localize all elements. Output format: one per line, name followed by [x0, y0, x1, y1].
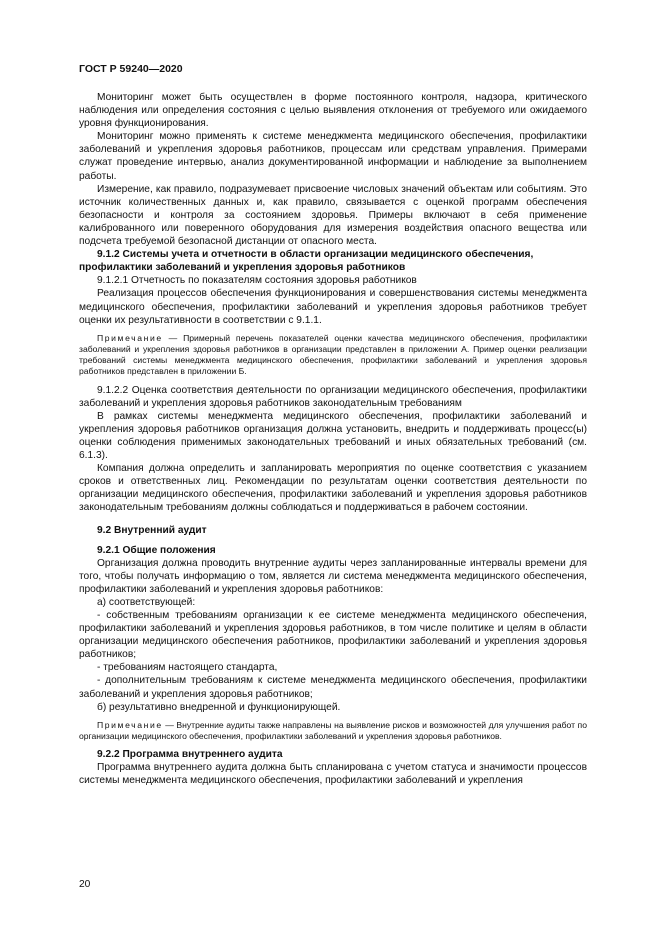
body-paragraph: - требованиям настоящего стандарта,	[97, 662, 278, 674]
body-paragraph: а) соответствующей:	[97, 596, 196, 608]
section-heading: 9.2.1 Общие положения	[97, 544, 216, 556]
body-paragraph: 9.1.2.2 Оценка соответствия деятельности по организации медицинского обеспечения, профилактики заболеваний и укрепления здоровья работников законодательным требованиям	[79, 384, 587, 409]
page-number: 20	[79, 879, 91, 890]
note-paragraph	[79, 720, 587, 742]
body-paragraph: Компания должна определить и запланировать мероприятия по оценке соответствия с указанием сроков и ответственных лиц. Рекомендации по результатам оценки соответствия деятельности по организации медицинского обеспечения, профилактики заболеваний и укрепления здоровья работников законодательным требованиям должны соблюдаться и поддерживаться в рабочем состоянии.	[79, 463, 587, 514]
note-text: — Примерный перечень показателей оценки качества медицинского обеспечения, профилактики заболеваний и укрепления здоровья работников в организации представлен в приложении А. Пример оценки реализации требований системы менеджмента медицинского обеспечения, профилактики заболеваний и укрепления здоровья работников представлен в приложении Б.	[79, 332, 587, 377]
body-paragraph: Организация должна проводить внутренние аудиты через запланированные интервалы времени для того, чтобы получать информацию о том, является ли система менеджмента медицинского обеспечения, профилактики заболеваний и укрепления здоровья работников:	[79, 557, 587, 595]
note-paragraph	[79, 333, 587, 378]
body-paragraph: Программа внутреннего аудита должна быть спланирована с учетом статуса и значимости процессов системы менеджмента медицинского обеспечения, профилактики заболеваний и укрепления	[79, 762, 587, 787]
section-heading: 9.1.2 Системы учета и отчетности в области организации медицинского обеспечения, профилактики заболеваний и укрепления здоровья работников	[79, 249, 534, 274]
spacer	[79, 514, 587, 524]
note-text: — Внутренние аудиты также направлены на выявление рисков и возможностей для улучшения работ по организации медицинского обеспечения, профилактики заболеваний и укрепления здоровья работников.	[79, 719, 587, 741]
body-paragraph: 9.1.2.1 Отчетность по показателям состояния здоровья работников	[97, 275, 417, 287]
body-paragraph: Реализация процессов обеспечения функционирования и совершенствования системы менеджмента медицинского обеспечения, профилактики заболеваний и укрепления здоровья работников требует оценки их результативности в соответствии с 9.1.1.	[79, 288, 587, 326]
body-paragraph: б) результативно внедренной и функционирующей.	[97, 701, 341, 713]
document-body	[79, 91, 587, 787]
note-label: Примечание	[97, 332, 163, 343]
body-paragraph: - дополнительным требованиям к системе менеджмента медицинского обеспечения, профилактики заболеваний и укрепления здоровья работников;	[79, 675, 587, 700]
section-heading: 9.2 Внутренний аудит	[97, 525, 207, 537]
body-paragraph: Мониторинг может быть осуществлен в форме постоянного контроля, надзора, критического наблюдения или определения состояния с целью выявления отклонения от требуемого или ожидаемого уровня функционирования.	[79, 92, 587, 130]
body-paragraph: В рамках системы менеджмента медицинского обеспечения, профилактики заболеваний и укрепления здоровья работников организация должна установить, внедрить и поддерживать процесс(ы) оценки соблюдения применимых законодательных требований и иных обязательных требований (см. 6.1.3).	[79, 410, 587, 461]
body-paragraph: Мониторинг можно применять к системе менеджмента медицинского обеспечения, профилактики заболеваний и укрепления здоровья работников, процессам или средствам управления. Примерами служат проведение интервью, анализ документированной информации и наблюдение за выполнением работы.	[79, 131, 587, 182]
body-paragraph: - собственным требованиям организации к ее системе менеджмента медицинского обеспечения, профилактики заболеваний и укрепления здоровья работников, в том числе политике и целям в области организации медицинского обеспечения работников, профилактики заболеваний и укрепления здоровья работников;	[79, 610, 587, 661]
section-heading: 9.2.2 Программа внутреннего аудита	[97, 749, 283, 761]
note-label: Примечание	[97, 719, 163, 730]
body-paragraph: Измерение, как правило, подразумевает присвоение числовых значений объектам или событиям. Это источник количественных данных и, как правило, связывается с оценкой программ обеспечения безопасности и контроля за состоянием здоровья. Примеры включают в себя применение калиброванного или поверенного оборудования для измерения воздействия опасного вещества или подсчета требуемой безопасной дистанции от опасного места.	[79, 183, 587, 248]
document-header: ГОСТ Р 59240—2020	[79, 63, 183, 75]
